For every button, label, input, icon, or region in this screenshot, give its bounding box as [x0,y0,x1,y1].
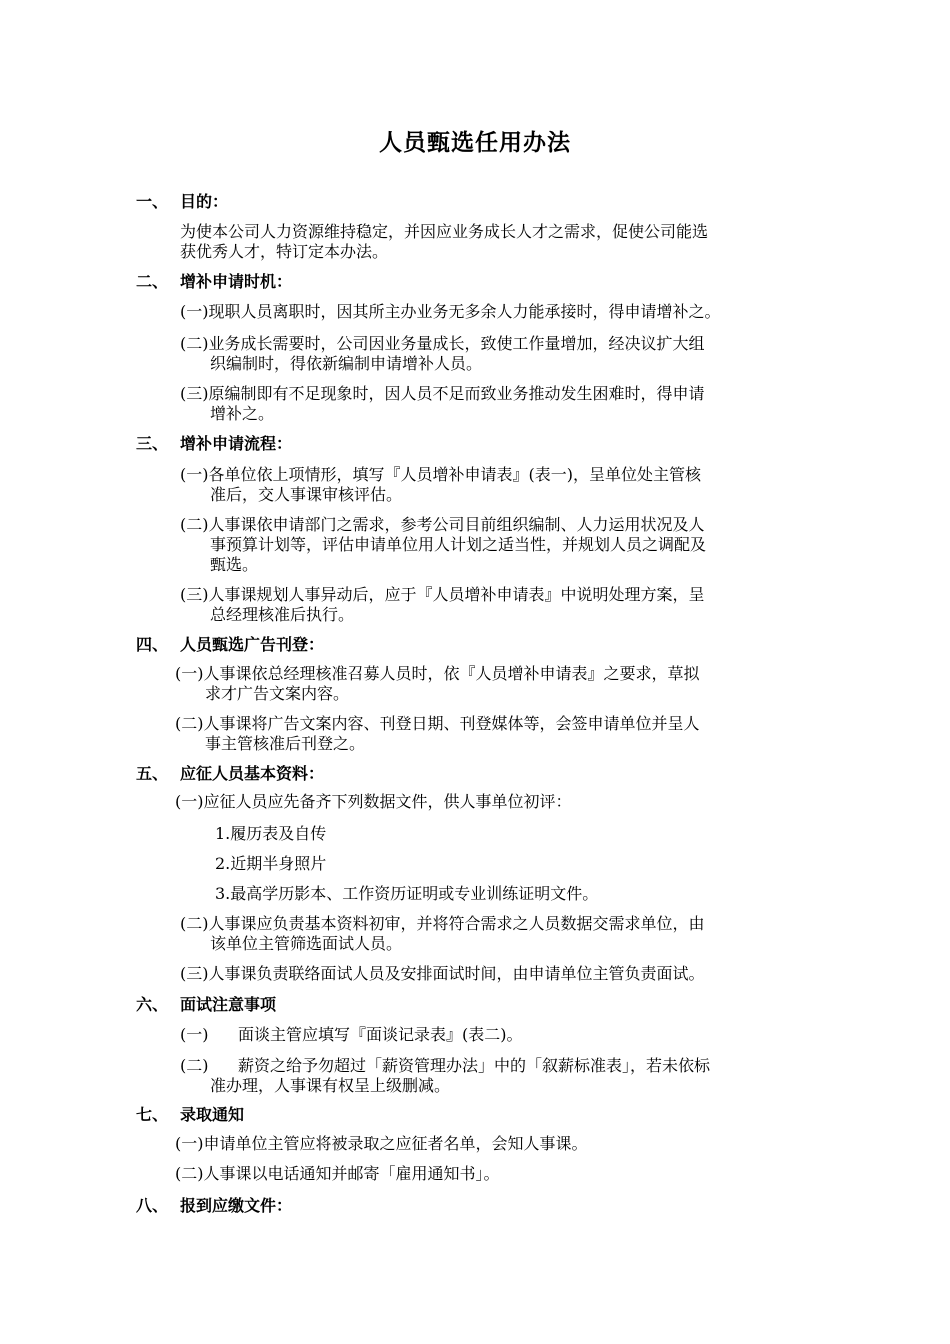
section-heading-7: 七、 录取通知 [136,1105,245,1124]
paragraph-line: 为使本公司人力资源维持稳定，并因应业务成长人才之需求，促使公司能选 [180,222,709,241]
list-item: (二)人事课将广告文案内容、刊登日期、刊登媒体等，会签申请单位并呈人 [175,714,700,733]
list-item: (一)申请单位主管应将被录取之应征者名单，会知人事课。 [175,1134,588,1153]
list-item: (二)人事课以电话通知并邮寄「雇用通知书」。 [175,1164,500,1183]
list-item-continuation: 织编制时，得依新编制申请增补人员。 [210,354,483,373]
list-item-continuation: 总经理核准后执行。 [210,605,355,624]
section-heading-8: 八、 报到应缴文件： [136,1196,293,1215]
section-heading-6: 六、 面试注意事项 [136,995,277,1014]
list-item: (一)现职人员离职时，因其所主办业务无多余人力能承接时，得申请增补之。 [180,302,721,321]
section-heading-4: 四、 人员甄选广告刊登： [136,635,325,654]
list-item-continuation: 准办理，人事课有权呈上级删减。 [210,1076,451,1095]
list-item: (一)各单位依上项情形，填写『人员增补申请表』(表一)，呈单位处主管核 [180,465,701,484]
list-item: 薪资之给予勿超过「薪资管理办法」中的「叙薪标准表」，若未依标 [238,1056,711,1075]
list-item: (二)人事课应负责基本资料初审，并将符合需求之人员数据交需求单位，由 [180,914,705,933]
list-item-continuation: 该单位主管筛选面试人员。 [210,934,403,953]
list-item: (三)原编制即有不足现象时，因人员不足而致业务推动发生困难时，得申请 [180,384,705,403]
list-item-continuation: 事主管核准后刊登之。 [205,734,366,753]
list-item-continuation: 事预算计划等，评估申请单位用人计划之适当性，并规划人员之调配及 [210,535,707,554]
list-item: (二)业务成长需要时，公司因业务量成长，致使工作量增加，经决议扩大组 [180,334,705,353]
list-item: (一)应征人员应先备齐下列数据文件，供人事单位初评： [175,792,572,811]
list-item: (三)人事课负责联络面试人员及安排面试时间，由申请单位主管负责面试。 [180,964,705,983]
list-item-continuation: 准后，交人事课审核评估。 [210,485,403,504]
list-item-marker: (二) [180,1056,209,1075]
list-item-marker: (一) [180,1025,209,1044]
sub-list-item: 2.近期半身照片 [215,854,327,873]
page-title: 人员甄选任用办法 [379,130,571,156]
sub-list-item: 1.履历表及自传 [215,824,327,843]
section-heading-2: 二、 增补申请时机： [136,272,293,291]
list-item: 面谈主管应填写『面谈记录表』(表二)。 [238,1025,523,1044]
list-item-continuation: 求才广告文案内容。 [205,684,350,703]
section-heading-3: 三、 增补申请流程： [136,434,293,453]
section-heading-1: 一、 目的： [136,192,229,211]
list-item-continuation: 增补之。 [210,404,275,423]
paragraph-line: 获优秀人才，特订定本办法。 [180,242,389,261]
list-item: (一)人事课依总经理核准召募人员时，依『人员增补申请表』之要求，草拟 [175,664,700,683]
list-item-continuation: 甄选。 [210,555,259,574]
list-item: (二)人事课依申请部门之需求，参考公司目前组织编制、人力运用状况及人 [180,515,705,534]
list-item: (三)人事课规划人事异动后，应于『人员增补申请表』中说明处理方案，呈 [180,585,705,604]
section-heading-5: 五、 应征人员基本资料： [136,764,325,783]
sub-list-item: 3.最高学历影本、工作资历证明或专业训练证明文件。 [215,884,599,903]
